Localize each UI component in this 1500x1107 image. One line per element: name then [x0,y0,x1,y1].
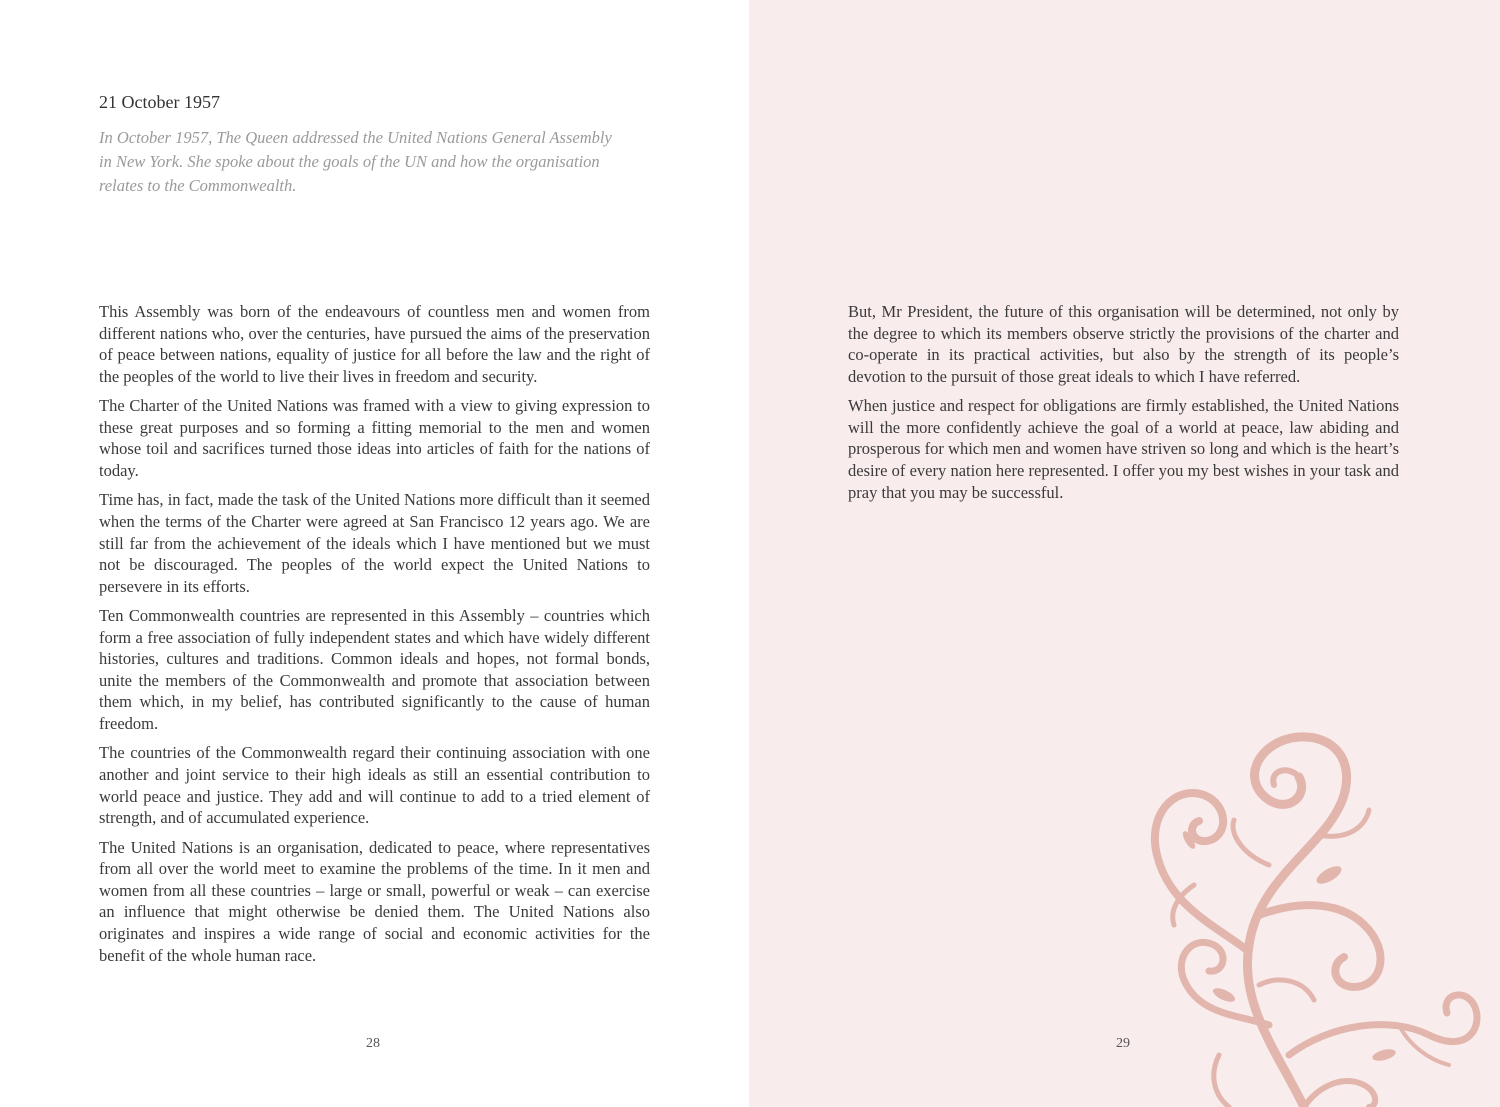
paragraph: The United Nations is an organisation, dedicated to peace, where representatives from all over the world meet to examine the problems of the time. In it men and women from all these countries – large or small, powerful or weak – can exercise an influence that might otherwise be denied them. The United Nations also originates and inspires a wide range of social and economic activities for the benefit of the whole human race. [99,837,650,965]
paragraph: But, Mr President, the future of this organisation will be determined, not only by the degree to which its members observe strictly the provisions of the charter and co-operate in its practical activities, but also by the strength of its people’s devotion to the pursuit of those great ideals to which I have referred. [848,302,1399,386]
left-page [0,0,749,1107]
paragraph: This Assembly was born of the endeavours of countless men and women from different nations who, over the centuries, have pursued the aims of the preservation of peace between nations, equality of justice for all before the law and the right of the peoples of the world to live their lives in freedom and security. [99,302,650,386]
paragraph: The countries of the Commonwealth regard their continuing association with one another and joint service to their high ideals as still an essential contribution to world peace and justice. They add and will continue to add to a tried element of strength, and of accumulated experience. [99,743,650,828]
left-page-body [99,301,650,974]
speech-intro: In October 1957, The Queen addressed the United Nations General Assembly in New York. She spoke about the goals of the UN and how the organisation relates to the Commonwealth. [99,128,612,195]
paragraph: Time has, in fact, made the task of the United Nations more difficult than it seemed when the terms of the Charter were agreed at San Francisco 12 years ago. We are still far from the achievement of the ideals which I have mentioned but we must not be discouraged. The peoples of the world expect the United Nations to persevere in its efforts. [99,490,650,596]
paragraph: When justice and respect for obligations are firmly established, the United Nations will the more confidently achieve the goal of a world at peace, law abiding and prosperous for which men and women have striven so long and which is the heart’s desire of every nation here represented. I offer you my best wishes in your task and pray that you may be successful. [848,396,1399,502]
right-page-body [848,301,1399,511]
right-page [749,0,1500,1107]
paragraph: The Charter of the United Nations was framed with a view to giving expression to these great purposes and so forming a fitting memorial to the men and women whose toil and sacrifices turned those ideas into articles of faith for the nations of today. [99,396,650,480]
speech-date: 21 October 1957 [99,92,220,112]
paragraph: Ten Commonwealth countries are represented in this Assembly – countries which form a free association of fully independent states and which have widely different histories, cultures and traditions. Common ideals and hopes, not formal bonds, unite the members of the Commonwealth and promote that association between them which, in my belief, has contributed significantly to the cause of human freedom. [99,606,650,734]
floral-flourish-icon [1129,725,1500,1107]
page-number-right: 29 [1116,1036,1130,1051]
page-number-left: 28 [366,1036,380,1051]
